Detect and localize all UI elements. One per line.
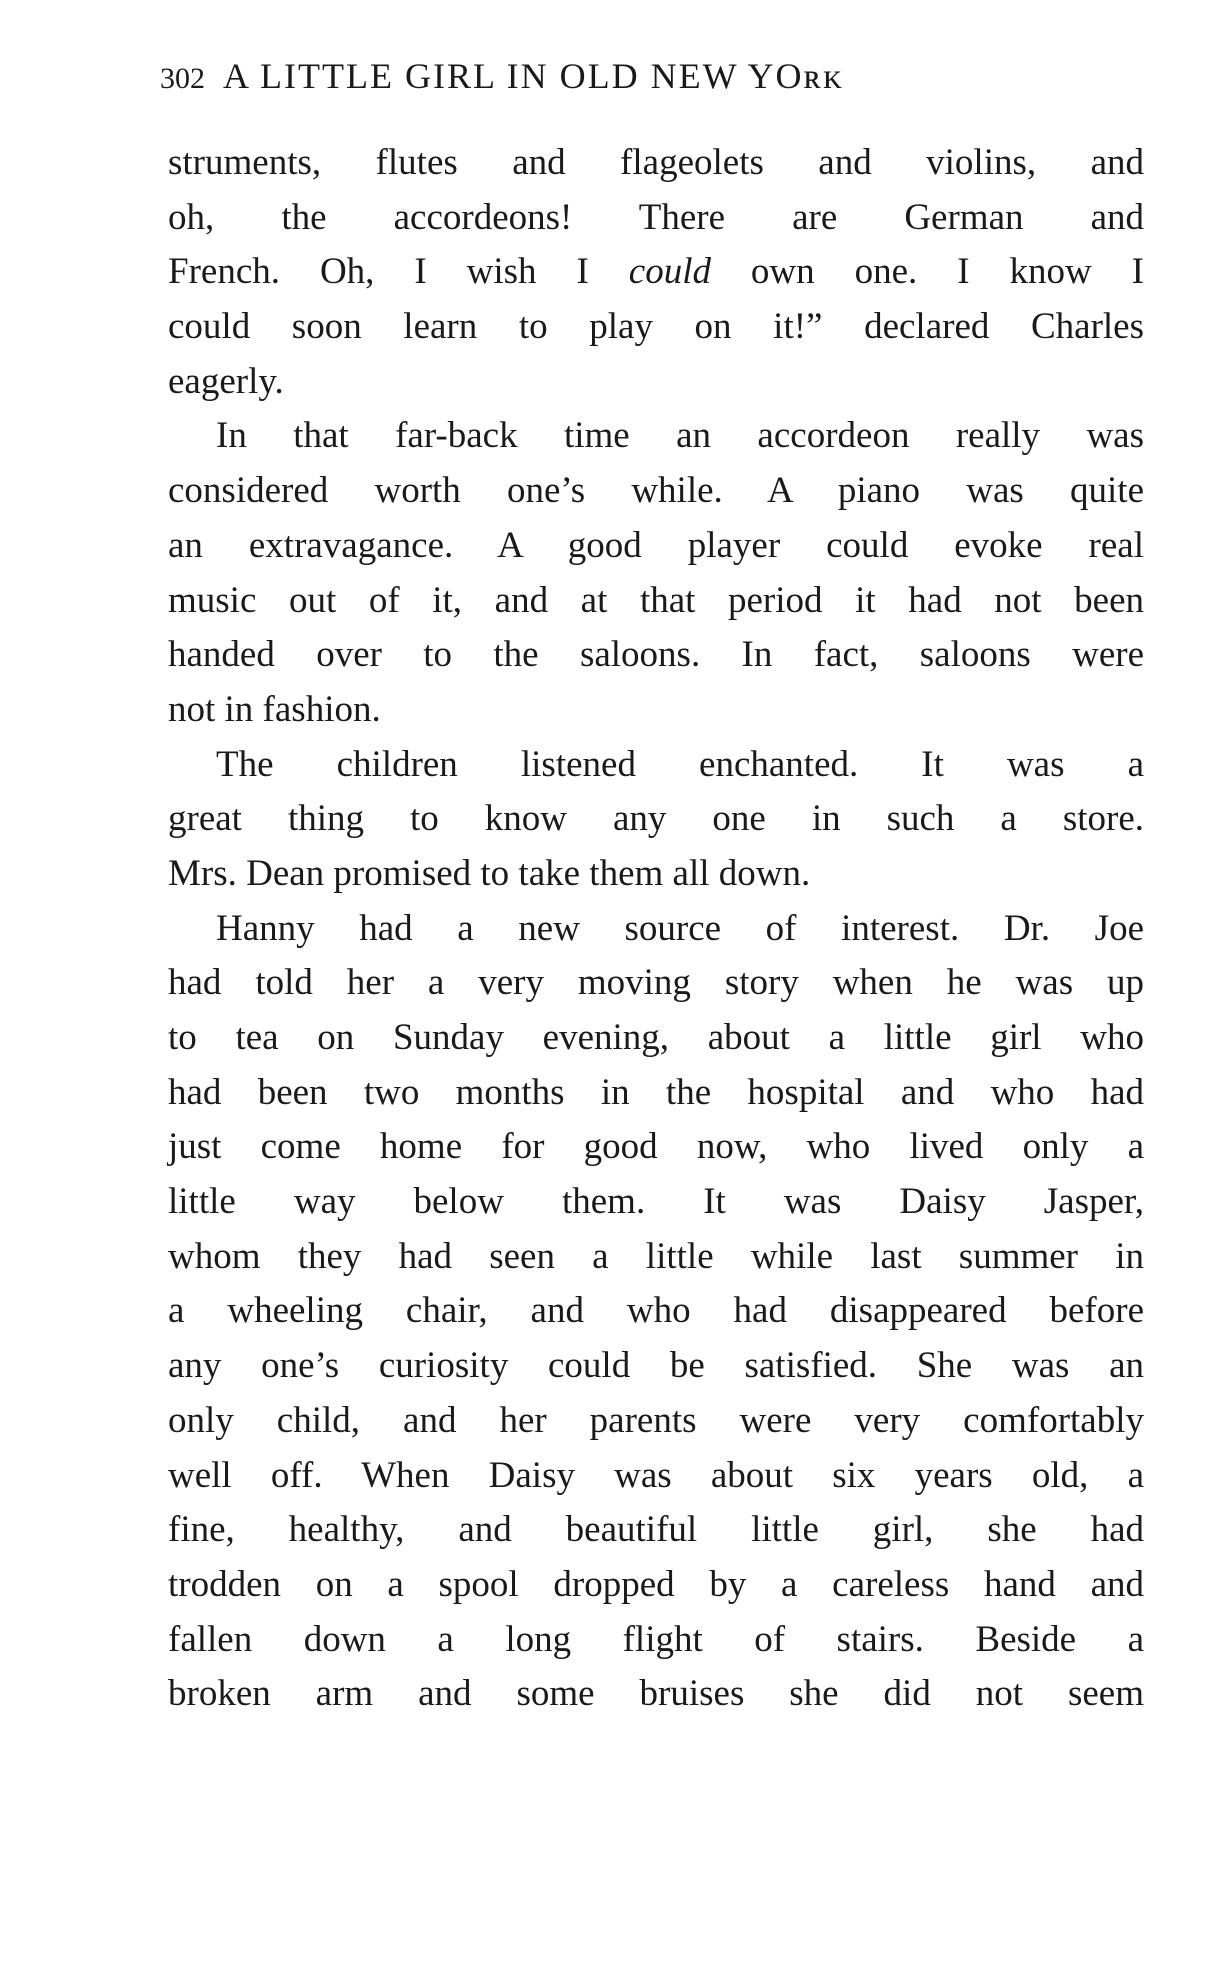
text-line: music out of it, and at that period it had not been xyxy=(168,579,1144,621)
text-line: well off. When Daisy was about six years old, a xyxy=(168,1454,1144,1496)
text-line: eagerly. xyxy=(168,360,284,402)
text-line: a wheeling chair, and who had disappeared before xyxy=(168,1290,1144,1332)
text-line: could soon learn to play on it!” declared Charles xyxy=(168,306,1144,348)
text-line: The children listened enchanted. It was a xyxy=(216,743,1144,785)
page-number: 302 xyxy=(160,62,205,95)
text-line: only child, and her parents were very comfortably xyxy=(168,1399,1144,1441)
text-line: fallen down a long flight of stairs. Beside a xyxy=(168,1618,1144,1660)
running-header xyxy=(160,52,1070,103)
text-line: oh, the accordeons! There are German and xyxy=(168,196,1144,238)
text-line: trodden on a spool dropped by a careless hand and xyxy=(168,1563,1144,1605)
text-line: not in fashion. xyxy=(168,688,381,730)
body-text xyxy=(168,136,1144,1722)
text-line: broken arm and some bruises she did not seem xyxy=(168,1673,1144,1715)
text-line: whom they had seen a little while last summer in xyxy=(168,1235,1144,1277)
text-line: just come home for good now, who lived only a xyxy=(168,1126,1144,1168)
text-line: to tea on Sunday evening, about a little girl who xyxy=(168,1017,1144,1058)
text-line xyxy=(168,245,1144,300)
running-title: A LITTLE GIRL IN OLD NEW YOʀᴋ xyxy=(223,56,845,96)
text-line: struments, flutes and flageolets and violins, and xyxy=(168,142,1144,183)
italic-emphasis: could xyxy=(628,251,711,293)
text-line: great thing to know any one in such a store. xyxy=(168,798,1144,840)
text-line: an extravagance. A good player could evoke real xyxy=(168,524,1144,566)
text-line: any one’s curiosity could be satisfied. She was an xyxy=(168,1345,1144,1387)
text-line: little way below them. It was Daisy Jasper, xyxy=(168,1181,1144,1223)
text-line: Mrs. Dean promised to take them all down. xyxy=(168,852,811,894)
text-line: had told her a very moving story when he was up xyxy=(168,962,1144,1004)
text-line: considered worth one’s while. A piano was quite xyxy=(168,470,1144,512)
text-run: French. Oh, I wish I xyxy=(168,251,629,293)
text-run: own one. I know I xyxy=(710,251,1144,293)
text-line: fine, healthy, and beautiful little girl, she had xyxy=(168,1509,1144,1551)
text-line: had been two months in the hospital and who had xyxy=(168,1071,1144,1113)
text-line: Hanny had a new source of interest. Dr. Joe xyxy=(216,907,1144,949)
text-line: In that far-back time an accordeon really was xyxy=(216,415,1144,457)
text-line: handed over to the saloons. In fact, saloons were xyxy=(168,634,1144,676)
